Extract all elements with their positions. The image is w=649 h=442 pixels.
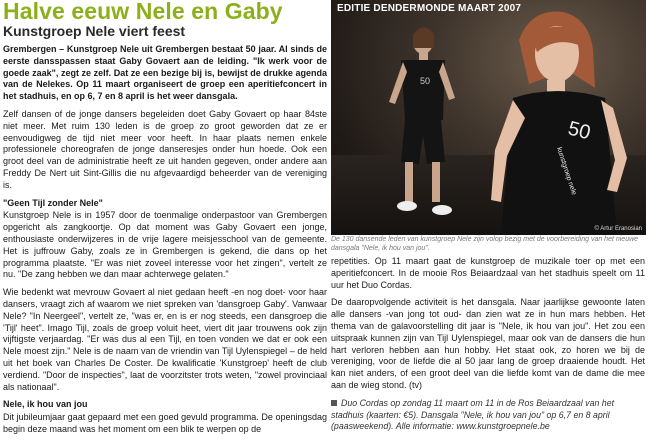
foreground-dancer [491, 12, 627, 235]
body-paragraph-2: Kunstgroep Nele is in 1957 door de toenmalige onderpastoor van Grembergen opgericht als zangkoortje. Op dat moment was Gaby Govaert een jonge, enthousiaste onderwijzeres in de vrije lagere meisjesschool van de gemeente. Het is juffrouw Gaby, zoals ze in Grembergen is gekend, die dans op het programma plaatste. "Er was niet zoveel interesse voor het zingen", vertelt ze nu. "De zang hebben we dan maar achterwege gelaten." [3, 210, 327, 280]
body-paragraph-1: Zelf dansen of de jonge dansers begeleiden doet Gaby Govaert op haar 84ste niet meer. Met ruim 130 leden is de groep zo groot geworden dat ze er eenvoudigweg de tijd niet meer voor heeft. In haar plaats nemen enkele professionele choreografen de jonge danseresjes onder hun hoede. Ook een groot deel van de administratie heeft ze uit handen gegeven, onder andere aan Freddy De Nert uit Sint-Gillis die nu afgevaardigd beheerder van de vereniging is. [3, 108, 327, 190]
photo-credit: © Artur Eranosian [594, 226, 642, 232]
section-heading-geen-tijl: "Geen Tijl zonder Nele" [3, 197, 103, 208]
dancers-illustration [331, 0, 646, 235]
event-info-text: Duo Cordas op zondag 11 maart om 11 in de Ros Beiaardzaal van het stadhuis (kaarten: €5). Dansgala "Nele, ik hou van jou" op 6,7 en 8 april (paasweekend). Alle informatie: www.kunstgroepnele.be [331, 398, 615, 431]
background-dancer [389, 27, 455, 215]
article-title: Halve eeuw Nele en Gaby [3, 0, 283, 24]
right-column [331, 256, 645, 398]
square-bullet-icon [331, 400, 337, 406]
event-info-box [331, 398, 645, 433]
body-paragraph-6: De daaropvolgende activiteit is het dansgala. Naar jaarlijkse gewoonte laten alle dansers -van jong tot oud- dan zien wat ze in hun mars hebben. Het thema van de galavoorstelling dit jaar is "Nele, ik hou van jou". Het zou een uitspraak kunnen zijn van Tijl Uylenspiegel, maar ook van de dansers die hun hart verloren hebben aan hun hobby. Het staat ook, zo horen we bij de vereniging, voor de liefde die al 50 jaar lang de groep draaiende houdt. Het kan niet anders, of een groot deel van die liefde komt van de dame die mee aan de wieg stond. (tv) [331, 297, 645, 390]
photo-caption: De 130 dansende leden van kunstgroep Nele zijn volop bezig met de voorbereiding van het nieuwe dansgala "Nele, ik hou van jou". [331, 236, 639, 252]
edition-label: EDITIE DENDERMONDE MAART 2007 [337, 3, 522, 14]
shirt-text: kunstgroep nele [555, 146, 578, 197]
left-column [3, 44, 327, 442]
lead-paragraph: Grembergen – Kunstgroep Nele uit Grembergen bestaat 50 jaar. Al sinds de eerste dansspassen staat Gaby Govaert aan de leiding. "Ik werk voor de goede zaak", zegt ze zelf. Dat ze een bezige bij is, bewijst de drukke agenda van de Nelekes. Op 11 maart organiseert de groep een aperitiefconcert in het stadhuis, en op 6, 7 en 8 april is het weer dansgala. [3, 44, 327, 102]
article-subtitle: Kunstgroep Nele viert feest [3, 23, 186, 39]
body-paragraph-4: Dit jubileumjaar gaat gepaard met een goed gevuld programma. De openingsdag begin deze maand was het moment om een blik te werpen op de [3, 412, 327, 434]
section-heading-nele-ik-hou: Nele, ik hou van jou [3, 399, 88, 410]
shirt-number: 50 [565, 117, 593, 145]
dancers-photo [331, 0, 646, 235]
background-shirt-number: 50 [419, 76, 431, 86]
body-paragraph-5: repetities. Op 11 maart gaat de kunstgroep de muzikale toer op met een aperitiefconcert. In de mooie Ros Beiaardzaal van het stadhuis speelt om 11 uur het Duo Cordas. [331, 256, 645, 290]
body-paragraph-3: Wie bedenkt wat mevrouw Govaert al niet gedaan heeft -en nog doet- voor haar dansers, vraagt zich af waarom we niet spreken van 'dansgroep Gaby'. Vanwaar Nele? "In Neergeel", vertelt ze, "was er, en is er nog steeds, een dansgroep die 'Tijl' heet". Imago Tijl, zoals de groep voluit heet, viert dit jaar trouwens ook zijn vijftigste verjaardag. "Er was dus al een Tijl, en toen vonden we dat er ook een Nele moest zijn." Nele is de naam van de vriendin van Tijl Uylenspiegel – de held uit het boek van Charles De Coster. De kwalificatie 'Kunstgroep' heeft de club verdiend. "Door de inspecties", laat de voorzitster trots weten, "zowel provinciaal als nationaal". [3, 287, 327, 392]
